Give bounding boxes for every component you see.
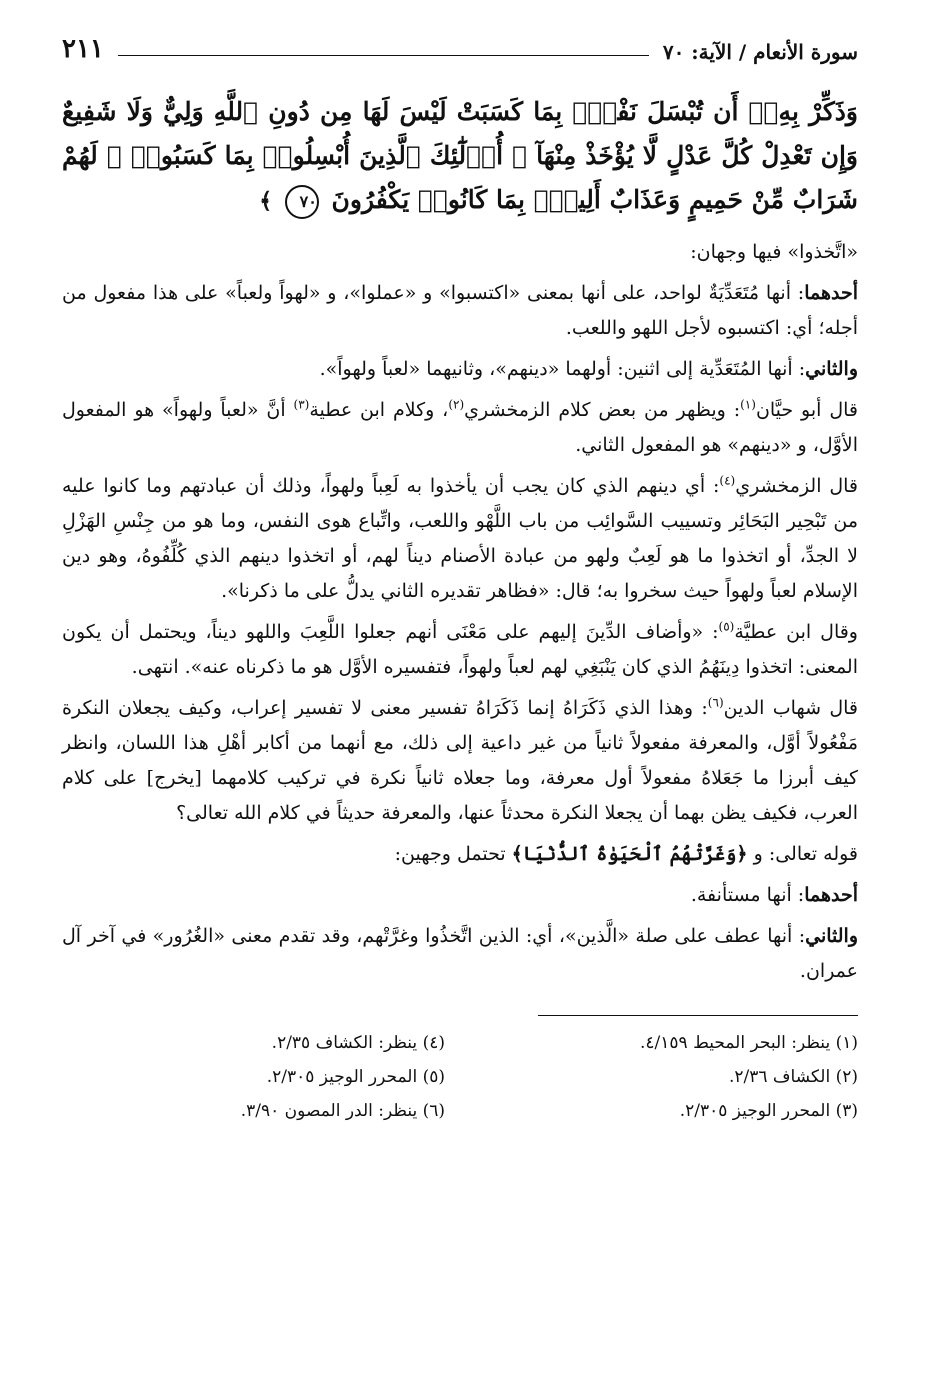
footnotes: [62, 1028, 858, 1126]
footnote-5: (٥) المحرر الوجيز ٢/٣٠٥.: [266, 1067, 445, 1087]
footnote-ref: (٣): [293, 397, 310, 412]
commentary-body: [62, 235, 858, 989]
paragraph-9: أحدهما: أنها مستأنفة.: [690, 884, 858, 906]
quran-verse: [62, 90, 858, 223]
quran-quote: ﴿وَغَرَّتْهُمُ ٱلْحَيَوٰةُ ٱلدُّنْيَا﴾: [511, 843, 748, 865]
paragraph-10: والثاني: أنها عطف على صلة «الَّذين»، أي: الذين اتَّخذُوا وغرَّتْهم، وقد تقدم معنى «الغُرُور» في آخر آل عمران.: [62, 925, 858, 982]
verse-line-2: كُلَّ عَدْلٍ لَّا يُؤْخَذْ مِنْهَآ ۗ أُو۟لَٰٓئِكَ ٱلَّذِينَ أُبْسِلُوا۟ بِمَا كَسَبُوا۟ ۖ لَهُمْ شَرَابٌ مِّنْ حَمِيمٍ وَعَذَابٌ: [62, 141, 858, 214]
page-number: ٢١١: [62, 34, 104, 64]
footnote-3: (٣) المحرر الوجيز ٢/٣٠٥.: [679, 1101, 858, 1121]
verse-line-3: أَلِيمٌۢ بِمَا كَانُوا۟ يَكْفُرُونَ: [331, 185, 601, 214]
surah-ayah-title: سورة الأنعام / الآية: ٧٠: [662, 40, 858, 64]
paragraph-2: أحدهما: أنها مُتَعَدِّيَةٌ لواحد، على أنها بمعنى «اكتسبوا» و «عملوا»، و «لهواً ولعباً» على هذا مفعول من أجله؛ أي: اكتسبوه لأجل اللهو واللعب.: [62, 282, 858, 339]
paragraph-5: قال الزمخشري$^{(٤)}$: أي دينهم الذي كان يجب أن يأخذوا به لَعِباً ولهواً، وذلك أن عبادتهم وما كانوا عليه من تَبْحِير البَحَائِر وتسييب السَّوائِب من باب اللَّهْو واللعب، واتِّباع هوى النفس، وما هو من جِنْسِ الهَزْلِ لا الجدِّ، أو اتخذوا ما هو لَعِبٌ ولهو من عبادة الأصنام ديناً لهم، أو اتخذوا دينهم الذي كُلِّفُوهُ، وهو دين الإسلام لعباً ولهواً حيث سخروا به؛ قال: «فظاهر تقديره الثاني يدلُّ على ما ذكرنا».: [62, 473, 858, 602]
footnote-6: (٦) ينظر: الدر المصون ٣/٩٠.: [240, 1101, 445, 1121]
footnote-2: (٢) الكشاف ٢/٣٦.: [728, 1067, 858, 1087]
verse-line-1: وَذَكِّرْ بِهِۦٓ أَن تُبْسَلَ نَفْسٌۢ بِمَا كَسَبَتْ لَيْسَ لَهَا مِن دُونِ ٱللَّهِ وَلِيٌّ وَلَا شَفِيعٌ وَإِن تَعْدِلْ: [62, 97, 858, 170]
paragraph-8: قوله تعالى: و ﴿وَغَرَّتْهُمُ ٱلْحَيَوٰةُ ٱلدُّنْيَا﴾ تحتمل وجهين:: [394, 843, 858, 865]
running-header: [62, 30, 858, 64]
paragraph-4: قال أبو حيَّان$^{(١)}$: ويظهر من بعض كلام الزمخشري$^{(٢)}$، وكلام ابن عطية$^{(٣)}$ أنَّ «لعباً ولهواً» هو المفعول الأوَّل، و «دينهم» هو المفعول الثاني.: [62, 397, 858, 456]
ayah-number-marker: ٧٠: [285, 185, 319, 219]
footnote-ref: (٤): [719, 473, 736, 488]
paragraph-6: وقال ابن عطيَّة$^{(٥)}$: «وأضاف الدِّينَ إليهم على مَعْنَى أنهم جعلوا اللَّعِبَ واللهو ديناً، ويحتمل أن يكون المعنى: اتخذوا دِينَهُمُ الذي كان يَنْبَغِي لهم لعباً ولهواً، فتفسيره الأوَّل هو ما ذكرناه عنه». انتهى.: [62, 619, 858, 678]
page: [62, 30, 858, 1376]
paragraph-lead: والثاني: [805, 925, 858, 947]
paragraph-1: «اتَّخذوا» فيها وجهان:: [690, 241, 858, 263]
paragraph-lead: أحدهما: [804, 884, 858, 906]
footnote-ref: (١): [740, 397, 756, 412]
verse-close-brace: ﴾: [259, 188, 273, 214]
paragraph-7: قال شهاب الدين$^{(٦)}$: وهذا الذي ذَكَرَاهُ إنما ذَكَرَاهُ تفسير معنى لا تفسير إعراب، وكيف يجعلان النكرة مَفْعُولاً أوَّل، والمعرفة مفعولاً ثانياً من غير داعية إلى ذلك، مع أنهما من أكابر أهْلِ هذا اللسان، وانظر كيف أبرزا ما جَعَلاهُ مفعولاً أول معرفة، وما جعلاه ثانياً نكرة في تركيب كلامهما [يخرج] على كلام العرب، فكيف يظن بهما أن يجعلا النكرة محدثاً عنها، والمعرفة حديثاً في كلام الله تعالى؟: [62, 695, 859, 824]
footnote-ref: (٦): [707, 695, 724, 710]
footnote-ref: (٢): [448, 397, 465, 412]
footnote-ref: (٥): [718, 619, 735, 634]
paragraph-3: والثاني: أنها المُتَعَدِّية إلى اثنين: أولهما «دينهم»، وثانيهما «لعباً ولهواً».: [319, 358, 858, 380]
paragraph-lead: والثاني: [805, 358, 858, 380]
footnote-separator: [538, 1015, 858, 1016]
footnote-1: (١) ينظر: البحر المحيط ٤/١٥٩.: [640, 1033, 858, 1053]
header-rule: [118, 55, 649, 56]
paragraph-lead: أحدهما: [804, 282, 858, 304]
footnote-4: (٤) ينظر: الكشاف ٢/٣٥.: [271, 1033, 445, 1053]
